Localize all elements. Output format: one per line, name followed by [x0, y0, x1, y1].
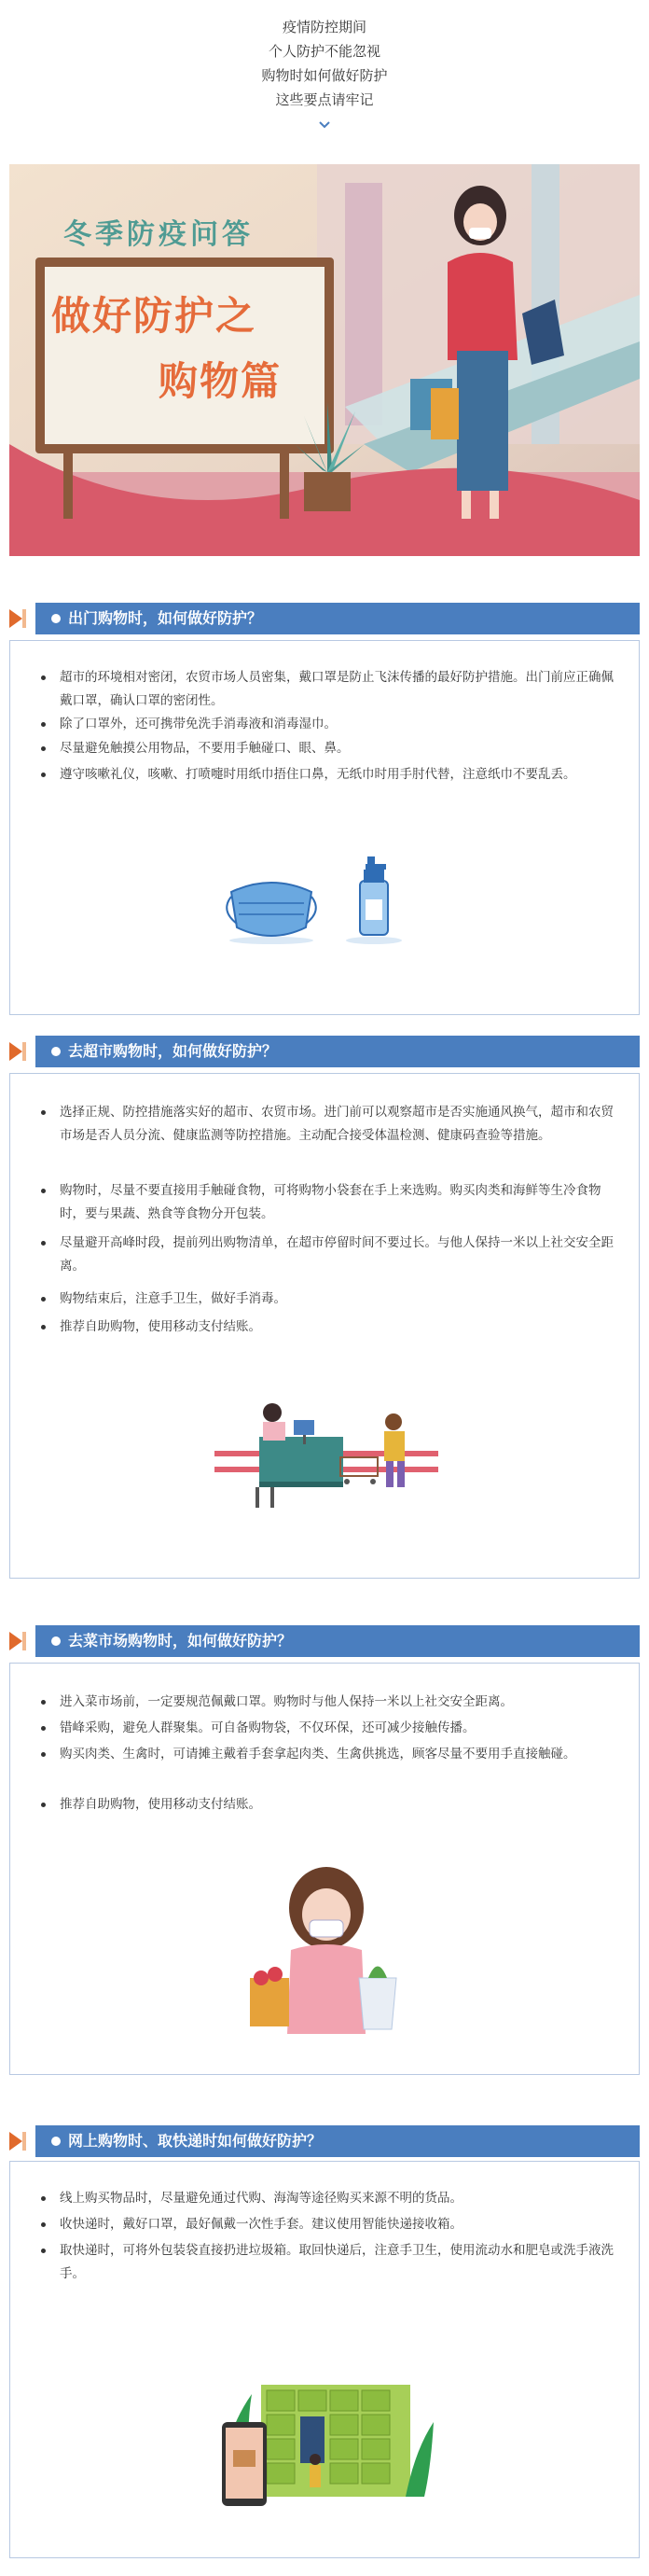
list-item	[41, 713, 623, 736]
list-item	[41, 2187, 623, 2210]
banner-illustration	[9, 164, 640, 556]
list-item-text: 尽量避免触摸公用物品，不要用手触碰口、眼、鼻。	[60, 741, 350, 756]
bullet-icon	[41, 722, 46, 727]
list-item	[41, 1288, 623, 1311]
supermarket-checkout-illustration	[214, 1399, 438, 1511]
bullet-icon	[41, 773, 46, 777]
bullet-icon	[41, 1110, 46, 1115]
section-title: 网上购物时、取快递时如何做好防护？	[68, 2132, 323, 2150]
section-header	[9, 2125, 640, 2157]
bullet-icon	[41, 1297, 46, 1302]
intro-line: 这些要点请牢记	[275, 91, 374, 108]
list-item-text: 推荐自助购物，使用移动支付结账。	[60, 1319, 261, 1334]
chevron-down-icon	[317, 119, 332, 131]
bullet-icon	[41, 2196, 46, 2201]
banner-tag: 冬季防疫问答	[63, 218, 254, 251]
list-item	[41, 1316, 623, 1339]
list-item	[41, 1232, 623, 1278]
marker-bar	[22, 2132, 26, 2151]
list-item	[41, 2239, 623, 2286]
list-item-text: 购物结束后，注意手卫生，做好手消毒。	[60, 1291, 286, 1306]
board-leg	[63, 444, 73, 519]
express-locker-illustration	[214, 2329, 438, 2515]
intro-line: 疫情防控期间	[282, 19, 366, 35]
mask-and-sanitizer-illustration	[220, 855, 425, 948]
section-header	[9, 1625, 640, 1657]
list-item	[41, 2213, 623, 2236]
triangle-marker-icon	[9, 1632, 22, 1650]
bullet-icon	[41, 1325, 46, 1330]
triangle-marker-icon	[9, 609, 22, 628]
list-item	[41, 1179, 623, 1226]
bullet-icon	[41, 2222, 46, 2227]
bullet-icon	[41, 1700, 46, 1705]
bullet-icon	[41, 1241, 46, 1246]
bullet-icon	[41, 2249, 46, 2253]
woman-shopper-illustration	[392, 174, 578, 528]
marker-bar	[22, 1632, 26, 1650]
section-title: 去超市购物时，如何做好防护？	[68, 1042, 278, 1060]
list-item-text: 尽量避开高峰时段，提前列出购物清单，在超市停留时间不要过长。与他人保持一米以上社交安全距离。	[60, 1235, 614, 1274]
list-item	[41, 1101, 623, 1148]
section-title: 去菜市场购物时，如何做好防护？	[68, 1632, 293, 1650]
banner-title-line2: 购物篇	[159, 358, 283, 404]
list-item	[41, 1691, 623, 1714]
list-item	[41, 1717, 623, 1740]
bullet-icon	[41, 1189, 46, 1193]
list-item	[41, 763, 623, 787]
bullet-icon	[41, 1752, 46, 1757]
dot-icon	[51, 1636, 61, 1646]
list-item-text: 遵守咳嗽礼仪，咳嗽、打喷嚏时用纸巾捂住口鼻，无纸巾时用手肘代替，注意纸巾不要乱丢。	[60, 767, 576, 782]
list-item-text: 线上购买物品时，尽量避免通过代购、海淘等途径购买来源不明的货品。	[60, 2191, 463, 2206]
list-item	[41, 737, 623, 760]
intro-line: 购物时如何做好防护	[261, 67, 388, 84]
dot-icon	[51, 1047, 61, 1056]
list-item-text: 推荐自助购物，使用移动支付结账。	[60, 1797, 261, 1812]
list-item-text: 错峰采购，避免人群聚集。可自备购物袋，不仅环保，还可减少接触传播。	[60, 1720, 476, 1735]
banner-title-line1: 做好防护之	[51, 293, 257, 339]
list-item-text: 取快递时，可将外包装袋直接扔进垃圾箱。取回快递后，注意手卫生，使用流动水和肥皂或洗手液洗手。	[60, 2243, 614, 2281]
bullet-icon	[41, 675, 46, 680]
list-item-text: 购买肉类、生禽时，可请摊主戴着手套拿起肉类、生禽供挑选，顾客尽量不要用手直接触碰。	[60, 1747, 576, 1761]
dot-icon	[51, 614, 61, 623]
woman-with-groceries-illustration	[242, 1866, 410, 2043]
triangle-marker-icon	[9, 1042, 22, 1061]
list-item-text: 超市的环境相对密闭，农贸市场人员密集，戴口罩是防止飞沫传播的最好防护措施。出门前应正确佩戴口罩，确认口罩的密闭性。	[60, 670, 614, 708]
list-item-text: 选择正规、防控措施落实好的超市、农贸市场。进门前可以观察超市是否实施通风换气，超市和农贸市场是否人员分流、健康监测等防控措施。主动配合接受体温检测、健康码查验等措施。	[60, 1105, 614, 1143]
section-title: 出门购物时，如何做好防护？	[68, 609, 263, 627]
intro-line: 个人防护不能忽视	[268, 43, 380, 60]
triangle-marker-icon	[9, 2132, 22, 2151]
list-item-text: 进入菜市场前，一定要规范佩戴口罩。购物时与他人保持一米以上社交安全距离。	[60, 1694, 513, 1709]
list-item	[41, 1793, 623, 1817]
marker-bar	[22, 1042, 26, 1061]
marker-bar	[22, 609, 26, 628]
dot-icon	[51, 2137, 61, 2146]
list-item-text: 收快递时，戴好口罩，最好佩戴一次性手套。建议使用智能快递接收箱。	[60, 2217, 463, 2232]
section-header	[9, 1036, 640, 1067]
list-item-text: 购物时，尽量不要直接用手触碰食物，可将购物小袋套在手上来选购。购买肉类和海鲜等生冷食物时，要与果蔬、熟食等食物分开包装。	[60, 1183, 601, 1221]
list-item	[41, 666, 623, 713]
list-item-text: 除了口罩外，还可携带免洗手消毒液和消毒湿巾。	[60, 717, 337, 731]
list-item	[41, 1743, 623, 1766]
potted-plant-icon	[285, 397, 369, 519]
bullet-icon	[41, 1726, 46, 1731]
section-header	[9, 603, 640, 634]
bullet-icon	[41, 746, 46, 751]
bullet-icon	[41, 1803, 46, 1807]
